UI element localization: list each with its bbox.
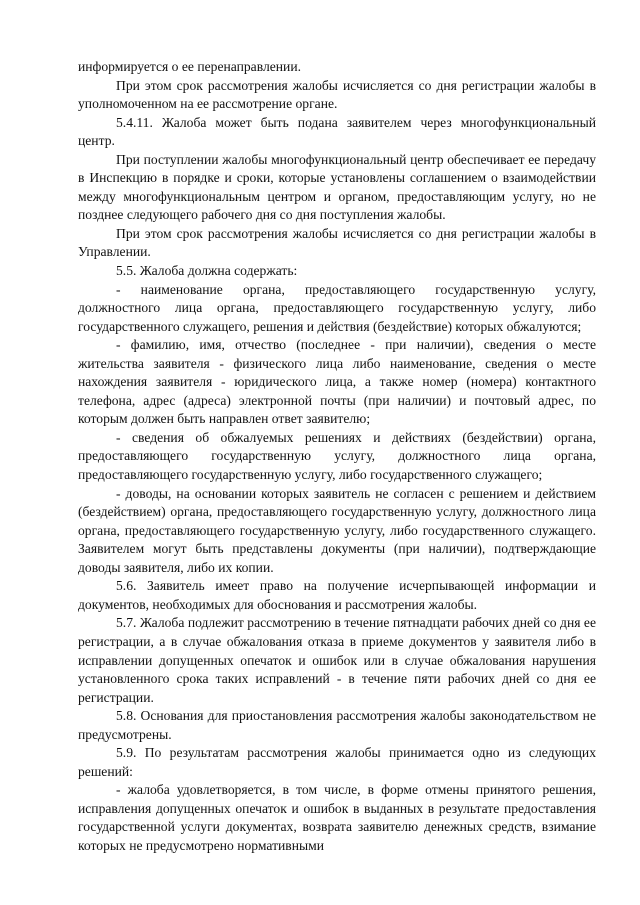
paragraph-5-4-11: 5.4.11. Жалоба может быть подана заявителем через многофункциональный центр. (78, 114, 596, 149)
paragraph-5-8: 5.8. Основания для приостановления рассмотрения жалобы законодательством не предусмотрены. (78, 708, 596, 742)
paragraph-mfc-transfer: При поступлении жалобы многофункциональный центр обеспечивает ее передачу в Инспекцию в порядке и сроки, которые установлены соглашением о взаимодействии между многофункциональным центром и органом, предоставляющим услугу, но не позднее следующего рабочего дня со дня поступления жалобы. (78, 151, 596, 223)
paragraph-5-5: 5.5. Жалоба должна содержать: (116, 263, 298, 279)
list-item-complaint-satisfied: - жалоба удовлетворяется, в том числе, в форме отмены принятого решения, исправления допущенных опечаток и ошибок в выданных в результате предоставления государственной услуги документах, возврата заявителю денежных средств, взимание которых не предусмотрено нормативными (78, 782, 596, 853)
list-item-organ-name: - наименование органа, предоставляющего государственную услугу, должностного лица органа, предоставляющего государственную услугу, либо государственного служащего, решения и действия (бездействие) которых обжалуются; (78, 281, 596, 334)
list-item-arguments: - доводы, на основании которых заявитель не согласен с решением и действием (бездействием) органа, предоставляющего государственную услугу, должностного лица органа, предоставляющего государственную услугу, либо государственного служащего. Заявителем могут быть представлены документы (при наличии), подтверждающие доводы заявителя, либо их копии. (78, 485, 596, 575)
list-item-applicant-info: - фамилию, имя, отчество (последнее - при наличии), сведения о месте жительства заявителя - физического лица либо наименование, сведения о месте нахождения заявителя - юридического лица, а также номер (номера) контактного телефона, адрес (адреса) электронной почты (при наличии) и почтовый адрес, по которым должен быть направлен ответ заявителю; (78, 337, 596, 427)
paragraph-term-management: При этом срок рассмотрения жалобы исчисляется со дня регистрации жалобы в Управлении. (78, 225, 596, 260)
paragraph-5-9: 5.9. По результатам рассмотрения жалобы принимается одно из следующих решений: (78, 745, 596, 779)
document-page (78, 58, 596, 856)
paragraph-term-registration: При этом срок рассмотрения жалобы исчисляется со дня регистрации жалобы в уполномоченном на ее рассмотрение органе. (78, 77, 596, 112)
paragraph-continuation: информируется о ее перенаправлении. (78, 59, 301, 74)
list-item-appealed-decisions: - сведения об обжалуемых решениях и действиях (бездействии) органа, предоставляющего государственную услугу, должностного лица органа, предоставляющего государственную услугу, либо государственного служащего; (78, 429, 596, 483)
paragraph-5-6: 5.6. Заявитель имеет право на получение исчерпывающей информации и документов, необходимых для обоснования и рассмотрения жалобы. (78, 578, 596, 612)
paragraph-5-7: 5.7. Жалоба подлежит рассмотрению в течение пятнадцати рабочих дней со дня ее регистрации, а в случае обжалования отказа в приеме документов у заявителя либо в исправлении допущенных опечаток и ошибок или в случае обжалования нарушения установленного срока таких исправлений - в течение пяти рабочих дней со дня ее регистрации. (78, 615, 596, 705)
